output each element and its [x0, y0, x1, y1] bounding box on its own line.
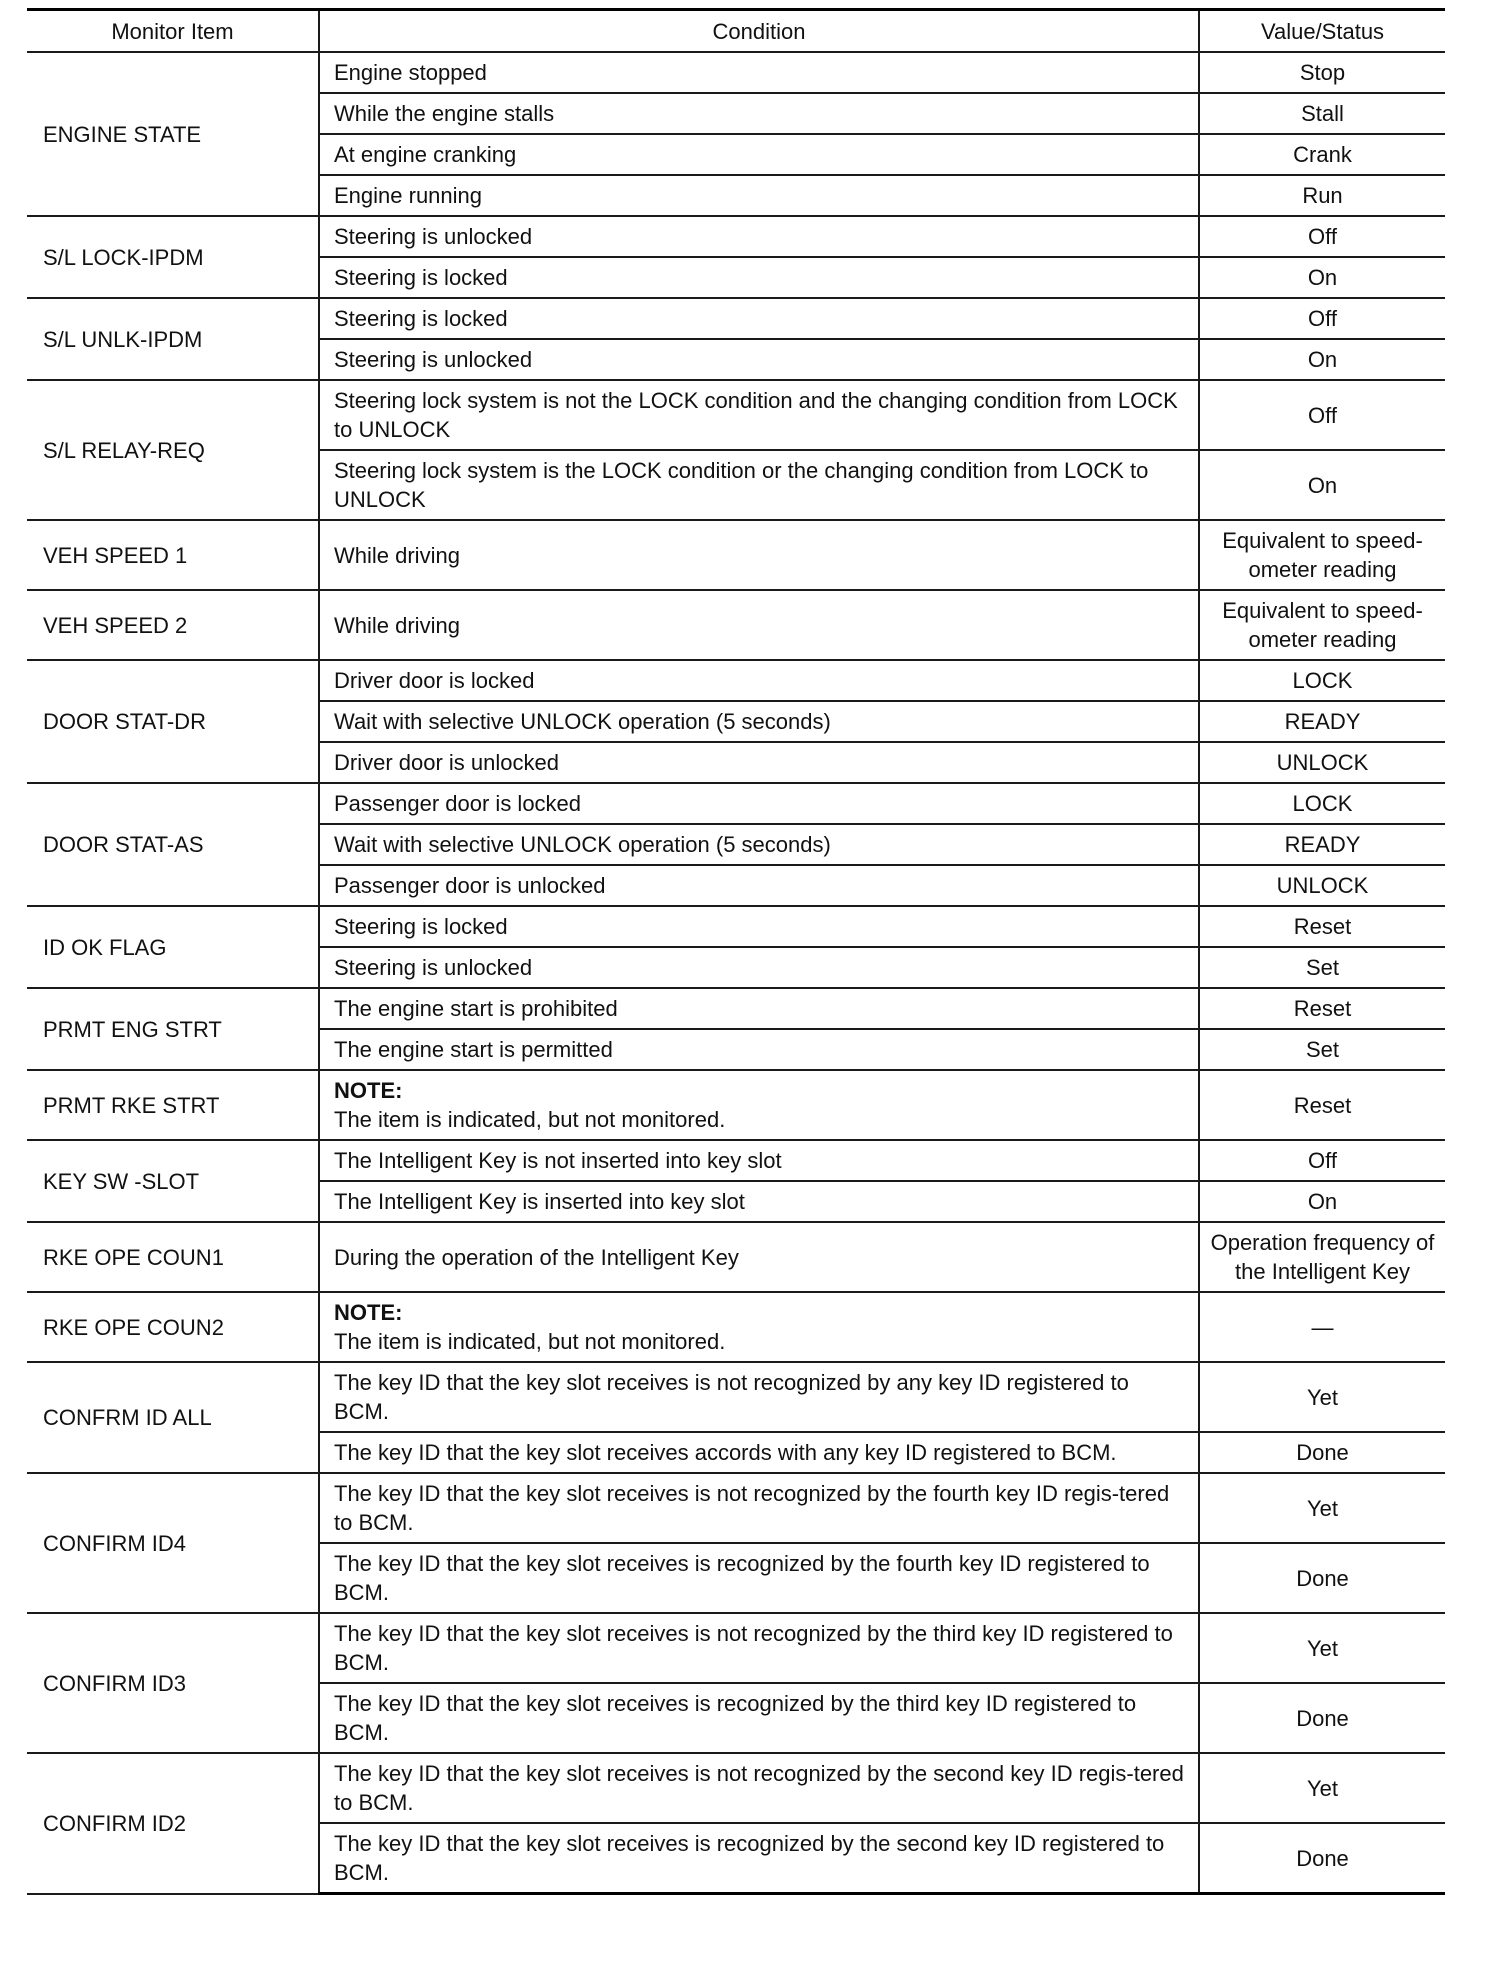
condition-cell: While the engine stalls	[319, 93, 1199, 134]
table-body	[27, 52, 1445, 1894]
value-status-cell: On	[1199, 339, 1445, 380]
condition-cell: Wait with selective UNLOCK operation (5 seconds)	[319, 701, 1199, 742]
condition-cell: Passenger door is locked	[319, 783, 1199, 824]
value-status-cell: READY	[1199, 701, 1445, 742]
monitor-item-cell: RKE OPE COUN1	[27, 1222, 319, 1292]
table-row	[27, 906, 1445, 947]
condition-cell: The key ID that the key slot receives is not recognized by the second key ID regis-tered to BCM.	[319, 1753, 1199, 1823]
value-status-cell: Done	[1199, 1683, 1445, 1753]
table-row	[27, 1292, 1445, 1362]
condition-cell: While driving	[319, 520, 1199, 590]
value-status-cell: Stall	[1199, 93, 1445, 134]
value-status-cell: Done	[1199, 1432, 1445, 1473]
value-status-cell: Yet	[1199, 1362, 1445, 1432]
condition-cell: Driver door is locked	[319, 660, 1199, 701]
monitor-item-cell: CONFRM ID ALL	[27, 1362, 319, 1473]
monitor-item-cell: ENGINE STATE	[27, 52, 319, 216]
value-status-cell: Set	[1199, 1029, 1445, 1070]
table-row	[27, 988, 1445, 1029]
condition-cell: The key ID that the key slot receives is not recognized by the third key ID registered to BCM.	[319, 1613, 1199, 1683]
table-row	[27, 660, 1445, 701]
condition-cell: The engine start is permitted	[319, 1029, 1199, 1070]
condition-cell: Steering is locked	[319, 298, 1199, 339]
header-value-status: Value/Status	[1199, 10, 1445, 53]
monitor-item-cell: DOOR STAT-AS	[27, 783, 319, 906]
value-status-cell: —	[1199, 1292, 1445, 1362]
value-status-cell: Operation frequency of the Intelligent Key	[1199, 1222, 1445, 1292]
value-status-cell: Off	[1199, 1140, 1445, 1181]
monitor-item-cell: VEH SPEED 1	[27, 520, 319, 590]
condition-cell: Steering is unlocked	[319, 216, 1199, 257]
value-status-cell: Reset	[1199, 1070, 1445, 1140]
condition-cell: While driving	[319, 590, 1199, 660]
condition-cell: During the operation of the Intelligent Key	[319, 1222, 1199, 1292]
value-status-cell: READY	[1199, 824, 1445, 865]
table-row	[27, 1070, 1445, 1140]
table-row	[27, 1473, 1445, 1543]
value-status-cell: UNLOCK	[1199, 865, 1445, 906]
header-monitor-item: Monitor Item	[27, 10, 319, 53]
condition-cell: The key ID that the key slot receives is recognized by the third key ID registered to BCM.	[319, 1683, 1199, 1753]
condition-cell: Steering lock system is not the LOCK condition and the changing condition from LOCK to UNLOCK	[319, 380, 1199, 450]
table-row	[27, 1362, 1445, 1432]
monitor-item-cell: RKE OPE COUN2	[27, 1292, 319, 1362]
value-status-cell: Off	[1199, 298, 1445, 339]
condition-cell: Engine running	[319, 175, 1199, 216]
value-status-cell: Off	[1199, 216, 1445, 257]
condition-cell: Steering is unlocked	[319, 339, 1199, 380]
table-row	[27, 783, 1445, 824]
table-row	[27, 1140, 1445, 1181]
value-status-cell: Equivalent to speed-ometer reading	[1199, 520, 1445, 590]
value-status-cell: Done	[1199, 1543, 1445, 1613]
condition-cell: Engine stopped	[319, 52, 1199, 93]
condition-cell: The key ID that the key slot receives is recognized by the fourth key ID registered to BCM.	[319, 1543, 1199, 1613]
condition-cell	[319, 1292, 1199, 1362]
condition-cell: Steering is unlocked	[319, 947, 1199, 988]
monitor-item-cell: S/L UNLK-IPDM	[27, 298, 319, 380]
value-status-cell: Reset	[1199, 906, 1445, 947]
table-row	[27, 216, 1445, 257]
value-status-cell: Stop	[1199, 52, 1445, 93]
monitor-item-cell: DOOR STAT-DR	[27, 660, 319, 783]
note-text: The item is indicated, but not monitored.	[334, 1107, 726, 1132]
monitor-item-cell: S/L LOCK-IPDM	[27, 216, 319, 298]
note-text: The item is indicated, but not monitored.	[334, 1329, 726, 1354]
value-status-cell: Yet	[1199, 1473, 1445, 1543]
table-row	[27, 520, 1445, 590]
monitor-item-table	[27, 8, 1445, 1895]
value-status-cell: On	[1199, 1181, 1445, 1222]
table-row	[27, 1753, 1445, 1823]
monitor-item-cell: S/L RELAY-REQ	[27, 380, 319, 520]
value-status-cell: Crank	[1199, 134, 1445, 175]
monitor-item-cell: ID OK FLAG	[27, 906, 319, 988]
value-status-cell: Done	[1199, 1823, 1445, 1894]
value-status-cell: On	[1199, 450, 1445, 520]
condition-cell: The key ID that the key slot receives is not recognized by the fourth key ID regis-tered to BCM.	[319, 1473, 1199, 1543]
table-row	[27, 1222, 1445, 1292]
monitor-item-cell: CONFIRM ID2	[27, 1753, 319, 1894]
header-condition: Condition	[319, 10, 1199, 53]
value-status-cell: On	[1199, 257, 1445, 298]
value-status-cell: UNLOCK	[1199, 742, 1445, 783]
condition-cell: Wait with selective UNLOCK operation (5 seconds)	[319, 824, 1199, 865]
table-row	[27, 1613, 1445, 1683]
monitor-item-cell: VEH SPEED 2	[27, 590, 319, 660]
monitor-item-cell: CONFIRM ID4	[27, 1473, 319, 1613]
monitor-item-cell: KEY SW -SLOT	[27, 1140, 319, 1222]
table-row	[27, 52, 1445, 93]
value-status-cell: Off	[1199, 380, 1445, 450]
monitor-item-cell: PRMT RKE STRT	[27, 1070, 319, 1140]
condition-cell: Passenger door is unlocked	[319, 865, 1199, 906]
monitor-item-cell: CONFIRM ID3	[27, 1613, 319, 1753]
table-header-row	[27, 10, 1445, 53]
note-label: NOTE:	[334, 1078, 403, 1103]
value-status-cell: Yet	[1199, 1613, 1445, 1683]
value-status-cell: LOCK	[1199, 783, 1445, 824]
value-status-cell: Yet	[1199, 1753, 1445, 1823]
condition-cell: The Intelligent Key is not inserted into key slot	[319, 1140, 1199, 1181]
table-row	[27, 590, 1445, 660]
condition-cell	[319, 1070, 1199, 1140]
condition-cell: The key ID that the key slot receives is recognized by the second key ID registered to BCM.	[319, 1823, 1199, 1894]
condition-cell: Steering lock system is the LOCK condition or the changing condition from LOCK to UNLOCK	[319, 450, 1199, 520]
condition-cell: Steering is locked	[319, 906, 1199, 947]
note-label: NOTE:	[334, 1300, 403, 1325]
value-status-cell: LOCK	[1199, 660, 1445, 701]
condition-cell: Driver door is unlocked	[319, 742, 1199, 783]
value-status-cell: Run	[1199, 175, 1445, 216]
monitor-item-cell: PRMT ENG STRT	[27, 988, 319, 1070]
condition-cell: The Intelligent Key is inserted into key slot	[319, 1181, 1199, 1222]
value-status-cell: Equivalent to speed-ometer reading	[1199, 590, 1445, 660]
condition-cell: The engine start is prohibited	[319, 988, 1199, 1029]
condition-cell: At engine cranking	[319, 134, 1199, 175]
condition-cell: The key ID that the key slot receives accords with any key ID registered to BCM.	[319, 1432, 1199, 1473]
condition-cell: Steering is locked	[319, 257, 1199, 298]
value-status-cell: Reset	[1199, 988, 1445, 1029]
table-row	[27, 380, 1445, 450]
value-status-cell: Set	[1199, 947, 1445, 988]
condition-cell: The key ID that the key slot receives is not recognized by any key ID registered to BCM.	[319, 1362, 1199, 1432]
table-row	[27, 298, 1445, 339]
